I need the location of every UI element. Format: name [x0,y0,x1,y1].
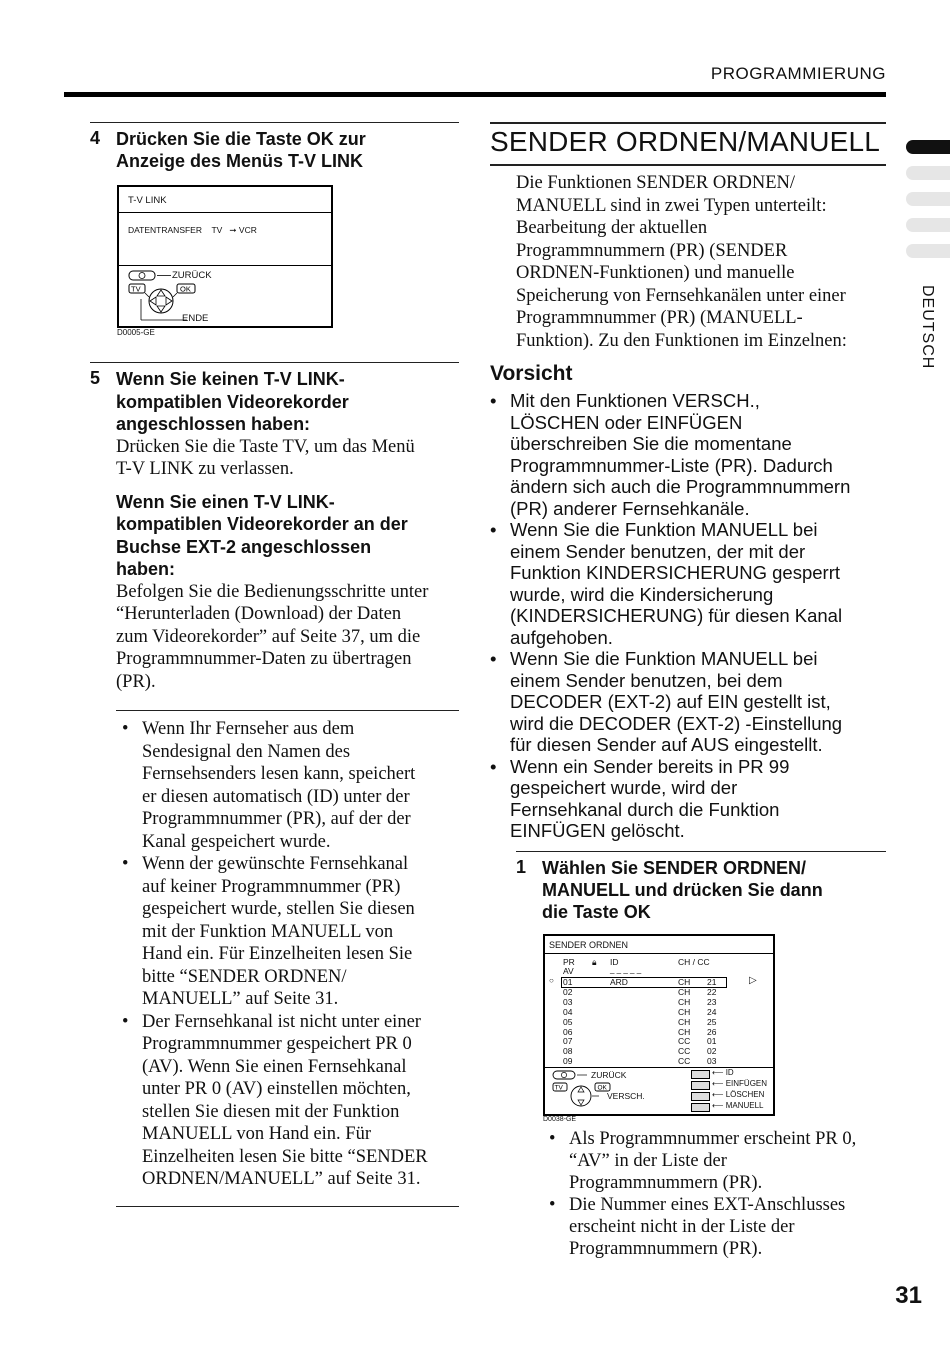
triangle-right-icon: ▷ [749,975,757,986]
cell-ch: 03 [707,1056,717,1067]
color-key-icon [691,1081,710,1090]
step5-body1: Drücken Sie die Taste TV, um das Menü T-V LINK zu verlassen. [116,436,415,479]
list-item: • Wenn der gewünschte Fernsehkanal auf keiner Programmnummer (PR) gespeichert wurde, stellen Sie diesen mit der Funktion MANUELL von Hand ein. Für Einzelheiten lesen Sie bitte “SENDER ORDNEN/ MANUELL” auf Seite 31. [116,853,461,1011]
table-row [545,1046,773,1056]
list-item: • Wenn Sie die Funktion MANUELL bei einem Sender benutzen, bei dem DECODER (EXT-2) auf EIN gestellt ist, wird die DECODER (EXT-2) -Einstellung für diesen Sender auf AUS eingestellt. [484,648,889,756]
caution-list [484,390,889,842]
step5-content [116,368,461,693]
tvlink-osd-back: ZURÜCK [172,270,212,281]
list-item: • Wenn ein Sender bereits in PR 99 gespeichert wurde, wird der Fernsehkanal durch die Funktion EINFÜGEN gelöscht. [484,756,889,842]
side-tab-active [906,140,950,154]
table-row [545,1007,773,1017]
cell-type: CC [678,1036,691,1047]
step4-rule [90,122,459,123]
sender-osd-move: VERSCH. [607,1091,645,1101]
side-tab [906,166,950,180]
color-key-icon [691,1070,710,1079]
cell-ch: 02 [707,1046,717,1057]
step1-heading: Wählen Sie SENDER ORDNEN/ MANUELL und drücken Sie dann die Taste OK [542,858,823,922]
table-row [545,997,773,1007]
cell-ch: 01 [707,1036,717,1047]
section-header: PROGRAMMIERUNG [710,64,886,83]
header-rule [64,92,886,97]
list-item: • Mit den Funktionen VERSCH., LÖSCHEN oder EINFÜGEN überschreiben Sie die momentane Programmnummer-Liste (PR). Dadurch ändern sich auch die Programmnummern (PR) anderer Fernsehkanäle. [484,390,889,519]
step5-rule [90,362,459,363]
cell-pr: 07 [563,1036,573,1047]
list-item: • Wenn Ihr Fernseher aus dem Sendesignal den Namen des Fernsehsenders lesen kann, speichert er diesen automatisch (ID) unter der Programmnummer (PR), auf der der Kanal gespeichert wurde. [116,718,461,853]
sender-osd-code: D0038-GE [543,1116,577,1123]
cell-pr: 08 [563,1046,573,1057]
cell-type: CC [678,1056,691,1067]
page-number: 31 [895,1282,922,1309]
cell-ch: 24 [707,1006,717,1017]
col-pr: PR [563,957,575,967]
svg-text:OK: OK [597,1084,607,1092]
cell-pr: 04 [563,1006,573,1017]
tvlink-osd-item: DATENTRANSFER TV ➞ VCR [128,225,257,235]
legend-item: ⟵ LÖSCHEN [691,1091,771,1102]
cell-pr: 02 [563,986,573,997]
sender-osd-legend [691,1069,771,1113]
table-row [545,987,773,997]
step1-rule [516,851,886,852]
svg-text:TV: TV [554,1084,563,1092]
tvlink-osd-end: ENDE [182,313,209,324]
cell-id: ARD [610,977,628,987]
cell-ch: 22 [707,986,717,997]
row-av: AV [563,966,574,976]
color-key-icon [691,1092,710,1101]
legend-item: ⟵ MANUELL [691,1102,771,1113]
osd-divider [545,953,773,954]
right-notes-list [543,1128,888,1260]
col-id: ID [610,957,619,967]
step5-number: 5 [90,368,101,388]
list-item: • Wenn Sie die Funktion MANUELL bei einem Sender benutzen, der mit der Funktion KINDERSICHERUNG gesperrt wurde, wird die Kindersicherung (KINDERSICHERUNG) für diesen Kanal aufgehoben. [484,519,889,648]
list-item: • Als Programmnummer erscheint PR 0, “AV” in der Liste der Programmnummern (PR). [543,1128,888,1194]
cell-type: CH [678,1016,691,1027]
cell-pr: 05 [563,1016,573,1027]
col-chcc: CH / CC [678,957,710,967]
row-av-id: _ _ _ _ _ [610,965,642,974]
cell-type: CH [678,977,691,987]
cell-type: CH [678,986,691,997]
notes-bottom-rule [116,1206,459,1207]
cell-type: CH [678,996,691,1007]
arrow-right-icon: ➞ [229,225,237,235]
cell-ch: 21 [707,977,717,987]
table-row [545,977,773,987]
step5-heading2: Wenn Sie einen T-V LINK- kompatiblen Videorekorder an der Buchse EXT-2 angeschlossen haben: [116,491,408,579]
intro-paragraph: Die Funktionen SENDER ORDNEN/ MANUELL sind in zwei Typen unterteilt: Bearbeitung der aktuellen Programmnummern (PR) (SENDER ORDNEN-Funktionen) und manuelle Speicherung von Fernsehkanälen unter einer Programmnummer (PR) (MANUELL- Funktion). Zu den Funktionen im Einzelnen: [516,173,847,351]
table-row [545,1056,773,1066]
step4-heading: Drücken Sie die Taste OK zur Anzeige des Menüs T-V LINK [116,129,366,171]
side-tab [906,218,950,232]
svg-text:TV: TV [131,284,141,294]
left-notes-list [116,718,461,1191]
sender-osd-back: ZURÜCK [591,1070,627,1080]
section-title: SENDER ORDNEN/MANUELL [490,126,881,157]
table-row [545,1027,773,1037]
cell-type: CH [678,1026,691,1037]
tvlink-osd-code: D0005-GE [117,328,155,337]
cell-type: CH [678,1006,691,1017]
osd-divider [545,1067,773,1068]
step5-heading1: Wenn Sie keinen T-V LINK- kompatiblen Videorekorder angeschlossen haben: [116,369,349,434]
cell-pr: 09 [563,1056,573,1067]
title-top-rule [490,122,886,124]
step5-body2: Befolgen Sie die Bedienungsschritte unter “Herunterladen (Download) der Daten zum Videorekorder” auf Seite 37, um die Programmnummer-Daten zu übertragen (PR). [116,581,429,692]
cell-pr: 01 [563,977,573,987]
svg-text:OK: OK [180,284,191,294]
cell-pr: 03 [563,996,573,1007]
list-item: • Der Fernsehkanal ist nicht unter einer Programmnummer gespeichert PR 0 (AV). Wenn Sie einen Fernsehkanal unter PR 0 (AV) einstellen möchten, stellen Sie diesen mit der Funktion MANUELL von Hand ein. Für Einzelheiten lesen Sie bitte “SENDER ORDNEN/MANUELL” auf Seite 31. [116,1011,461,1191]
cell-type: CC [678,1046,691,1057]
notes-top-rule [116,710,459,711]
title-bottom-rule [490,164,886,166]
table-row [545,1017,773,1027]
cell-ch: 23 [707,996,717,1007]
sender-ordnen-osd [543,934,775,1116]
cell-pr: 06 [563,1026,573,1037]
tvlink-osd [117,185,333,328]
list-item: • Die Nummer eines EXT-Anschlusses erscheint nicht in der Liste der Programmnummern (PR). [543,1194,888,1260]
cell-ch: 25 [707,1016,717,1027]
cell-ch: 26 [707,1026,717,1037]
legend-item: ⟵ EINFÜGEN [691,1080,771,1091]
language-label: DEUTSCH [919,285,936,370]
lock-icon: 🔒︎ [592,957,597,967]
step4-number: 4 [90,128,101,148]
table-row [545,1036,773,1046]
legend-item: ⟵ ID [691,1069,771,1080]
step1-number: 1 [516,857,527,877]
caution-title: Vorsicht [490,362,573,385]
tvlink-osd-title: T-V LINK [128,195,167,206]
osd-divider [119,212,331,213]
side-tab [906,192,950,206]
osd-divider [119,265,331,266]
cursor-circle-icon: ○ [549,976,554,985]
side-tab [906,244,950,258]
color-key-icon [691,1103,710,1112]
sender-osd-title: SENDER ORDNEN [549,940,629,950]
